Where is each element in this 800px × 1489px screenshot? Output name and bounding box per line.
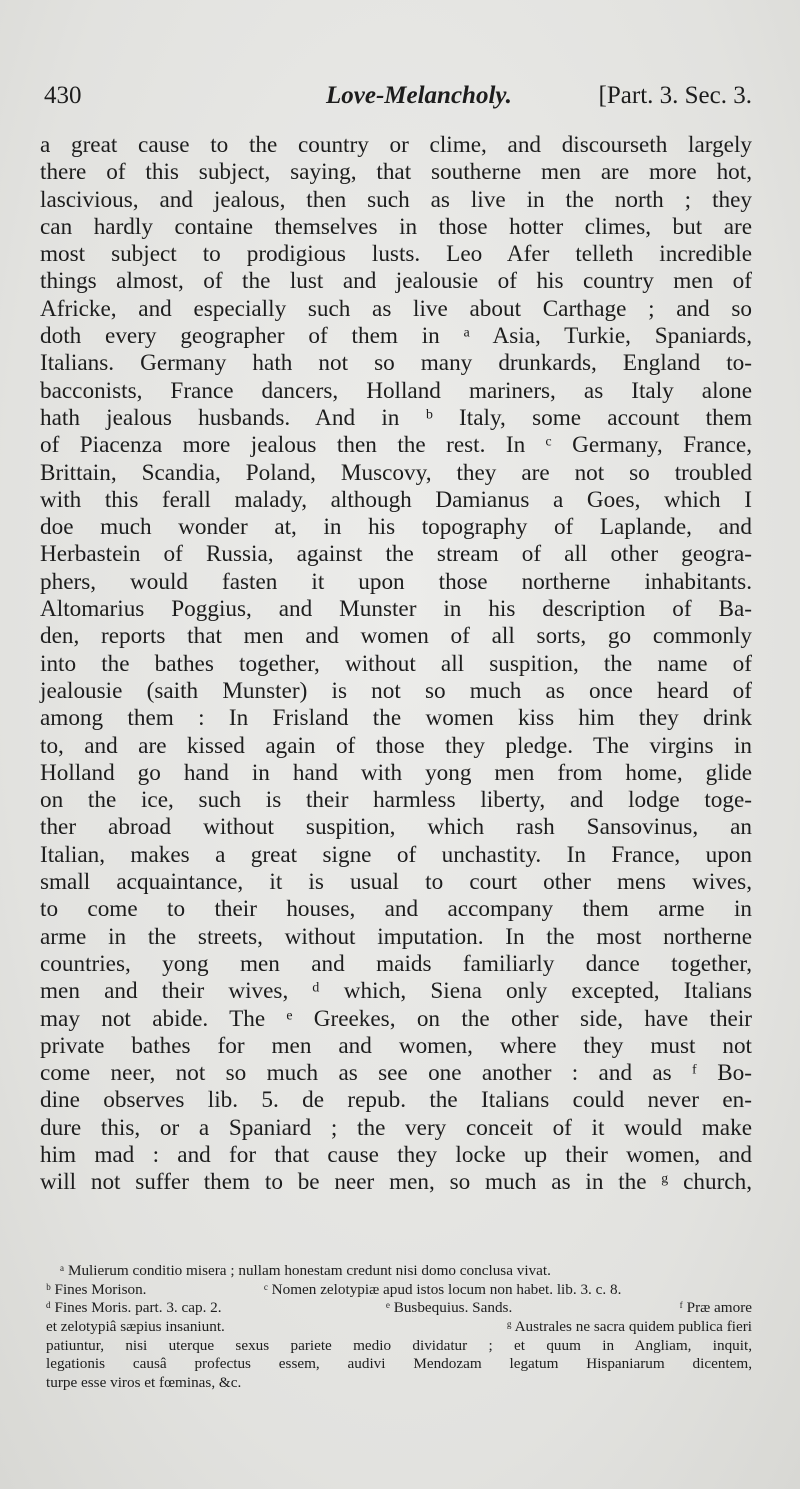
text-line: come neer, not so much as see one another : and as ᶠ Bo- (40, 1060, 752, 1087)
text-line: to, and are kissed again of those they pledge. The virgins in (40, 732, 752, 759)
footnote-g-line: patiuntur, nisi uterque sexus pariete medio dividatur ; et quum in Angliam, inquit, (46, 1336, 752, 1354)
footnote-row (46, 1262, 752, 1281)
text-line: den, reports that men and women of all sorts, go commonly (40, 623, 752, 650)
text-line: can hardly containe themselves in those hotter climes, but are (40, 213, 752, 240)
footnote-f-end: et zelotypiâ sæpius insaniunt. (46, 1318, 225, 1336)
text-line: small acquaintance, it is usual to court other mens wives, (40, 869, 752, 896)
footnote-a: ᵃ Mulierum conditio misera ; nullam honestam credunt nisi domo conclusa vivat. (60, 1262, 551, 1279)
text-line: Altomarius Poggius, and Munster in his description of Ba- (40, 596, 752, 623)
footnote-d: ᵈ Fines Moris. part. 3. cap. 2. (46, 1299, 222, 1317)
text-line: among them : In Frisland the women kiss him they drink (40, 705, 752, 732)
footnote-row (46, 1281, 752, 1300)
text-line: of Piacenza more jealous then the rest. In ᶜ Germany, France, (40, 432, 752, 459)
text-line: may not abide. The ᵉ Greekes, on the other side, have their (40, 1005, 752, 1032)
text-line: jealousie (saith Munster) is not so much as once heard of (40, 677, 752, 704)
text-line: arme in the streets, without imputation. In the most northerne (40, 923, 752, 950)
text-line: things almost, of the lust and jealousie of his country men of (40, 268, 752, 295)
page-header (44, 82, 752, 116)
text-line: doth every geographer of them in ᵃ Asia, Turkie, Spaniards, (40, 323, 752, 350)
text-line: on the ice, such is their harmless liberty, and lodge toge- (40, 787, 752, 814)
footnote-b: ᵇ Fines Morison. (46, 1280, 147, 1298)
text-line: to come to their houses, and accompany them arme in (40, 896, 752, 923)
text-line: private bathes for men and women, where they must not (40, 1032, 752, 1059)
footnote-row (46, 1318, 752, 1337)
footnote-f-start: ᶠ Præ amore (679, 1299, 752, 1317)
text-line: him mad : and for that cause they locke up their women, and (40, 1141, 752, 1168)
text-line: bacconists, France dancers, Holland mariners, as Italy alone (40, 377, 752, 404)
text-line: phers, would fasten it upon those northerne inhabitants. (40, 568, 752, 595)
text-line: hath jealous husbands. And in ᵇ Italy, some account them (40, 404, 752, 431)
footnote-g-line: turpe esse viros et fœminas, &c. (46, 1374, 242, 1392)
running-title: Love-Melancholy. (326, 82, 512, 109)
text-line: with this ferall malady, although Damianus a Goes, which I (40, 486, 752, 513)
text-line: Africke, and especially such as live about Carthage ; and so (40, 295, 752, 322)
text-line: dine observes lib. 5. de repub. the Italians could never en- (40, 1087, 752, 1114)
text-line: Herbastein of Russia, against the stream of all other geogra- (40, 541, 752, 568)
body-text (40, 132, 752, 1197)
section-label: [Part. 3. Sec. 3. (598, 82, 752, 109)
footnote-g-line: legationis causâ profectus essem, audivi Mendozam legatum Hispaniarum dicentem, (46, 1355, 752, 1373)
text-line: a great cause to the country or clime, and discourseth largely (40, 132, 752, 158)
footnotes (46, 1262, 752, 1393)
text-line: Italian, makes a great signe of unchastity. In France, upon (40, 841, 752, 868)
text-line: into the bathes together, without all suspition, the name of (40, 650, 752, 677)
footnote-e: ᵉ Busbequius. Sands. (386, 1299, 513, 1317)
text-line: will not suffer them to be neer men, so much as in the ᵍ church, (40, 1169, 752, 1196)
text-line: there of this subject, saying, that southerne men are more hot, (40, 159, 752, 186)
text-line: Holland go hand in hand with yong men from home, glide (40, 759, 752, 786)
text-line: dure this, or a Spaniard ; the very conceit of it would make (40, 1114, 752, 1141)
text-line: Italians. Germany hath not so many drunkards, England to- (40, 350, 752, 377)
text-line: Brittain, Scandia, Poland, Muscovy, they are not so troubled (40, 459, 752, 486)
footnote-row (46, 1299, 752, 1318)
text-line: countries, yong men and maids familiarly dance together, (40, 950, 752, 977)
footnote-g-start: ᵍ Australes ne sacra quidem publica fieri (507, 1318, 752, 1336)
text-line: doe much wonder at, in his topography of Laplande, and (40, 514, 752, 541)
page-number: 430 (44, 82, 82, 109)
text-line: ther abroad without suspition, which rash Sansovinus, an (40, 814, 752, 841)
text-line: lascivious, and jealous, then such as live in the north ; they (40, 186, 752, 213)
text-line: most subject to prodigious lusts. Leo Afer telleth incredible (40, 241, 752, 268)
text-line: men and their wives, ᵈ which, Siena only excepted, Italians (40, 978, 752, 1005)
footnote-c: ᶜ Nomen zelotypiæ apud istos locum non habet. lib. 3. c. 8. (264, 1280, 622, 1298)
